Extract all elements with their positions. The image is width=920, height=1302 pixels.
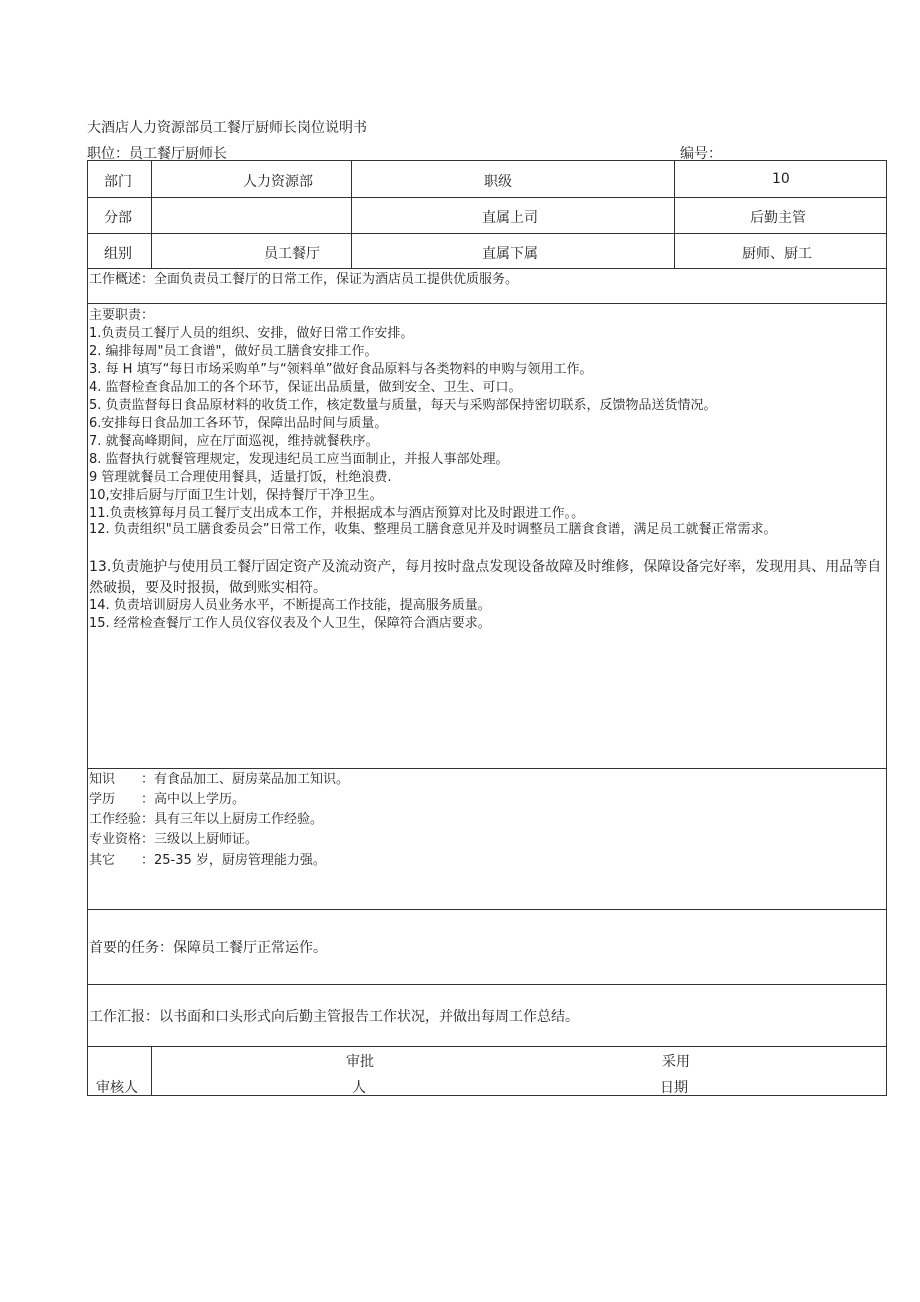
reviewer-label: 审核人 [96,1080,138,1096]
work-overview: 工作概述：全面负责员工餐厅的日常工作，保证为酒店员工提供优质服务。 [89,272,519,287]
duty-item: 10,安排后厨与厅面卫生计划，保持餐厅干净卫生。 [89,488,383,503]
duty-item: 11.负责核算每月员工餐厅支出成本工作，并根据成本与酒店预算对比及时跟进工作。。 [89,506,585,521]
group-value: 员工餐厅 [264,246,320,262]
position-label: 职位：员工餐厅厨师长 [87,146,227,162]
duty-item: 2. 编排每周"员工食谱"，做好员工膳食安排工作。 [89,344,378,359]
column-divider [151,160,152,268]
duty-item: 3. 每 H 填写“每日市场采购单”与“领料单”做好食品原料与各类物料的申购与领用工作。 [89,362,593,377]
dept-value: 人力资源部 [243,174,313,190]
duty-item: 4. 监督检查食品加工的各个环节，保证出品质量，做到安全、卫生、可口。 [89,380,522,395]
knowledge-line: 知识 ：有食品加工、厨房菜品加工知识。 [89,772,350,787]
row-divider [87,268,887,269]
other-line: 其它 ：25-35 岁，厨房管理能力强。 [89,853,326,868]
education-line: 学历 ：高中以上学历。 [89,792,246,807]
row-divider [87,768,887,769]
duty-item: 1.负责员工餐厅人员的组织、安排，做好日常工作安排。 [89,326,414,341]
duty-item: 5. 负责监督每日食品原材料的收货工作，核定数量与质量，每天与采购部保持密切联系，反馈物品送货情况。 [89,398,717,413]
grade-value: 10 [772,171,790,187]
duty-item: 6.安排每日食品加工各环节，保障出品时间与质量。 [89,416,388,431]
grade-label: 职级 [484,174,512,190]
adopt-label-top: 采用 [662,1054,690,1070]
supervisor-label: 直属上司 [482,210,538,226]
approver-label-bottom: 人 [352,1080,366,1096]
division-label: 分部 [104,210,132,226]
row-divider [87,909,887,910]
primary-task: 首要的任务：保障员工餐厅正常运作。 [89,940,327,956]
duty-item: 13.负责施护与使用员工餐厅固定资产及流动资产，每月按时盘点发现设备故障及时维修，保障设备完好率，发现用具、用品等自然破损，要及时报损，做到账实相符。 [89,559,882,596]
row-divider [87,1046,887,1047]
dept-label: 部门 [104,174,132,190]
column-divider [151,1046,152,1096]
duty-item: 14. 负责培训厨房人员业务水平，不断提高工作技能，提高服务质量。 [89,598,491,613]
row-divider [87,303,887,304]
approver-label-top: 审批 [346,1054,374,1070]
duty-item: 12. 负责组织"员工膳食委员会”日常工作，收集、整理员工膳食意见并及时调整员工膳食食谱，满足员工就餐正常需求。 [89,522,777,537]
supervisor-value: 后勤主管 [750,210,806,226]
row-divider [87,197,887,198]
subordinate-value: 厨师、厨工 [742,246,812,262]
certificate-line: 专业资格：三级以上厨师证。 [89,832,259,847]
column-divider [351,160,352,268]
column-divider [674,160,675,268]
duty-item: 15. 经常检查餐厅工作人员仪容仪表及个人卫生，保障符合酒店要求。 [89,616,491,631]
subordinate-label: 直属下属 [482,246,538,262]
duty-item: 8. 监督执行就餐管理规定，发现违纪员工应当面制止，并报人事部处理。 [89,452,509,467]
row-divider [87,984,887,985]
duty-item: 7. 就餐高峰期间，应在厅面巡视，维持就餐秩序。 [89,434,379,449]
duty-item: 9 管理就餐员工合理使用餐具，适量打饭，杜绝浪费. [89,470,392,485]
duties-heading: 主要职责： [89,308,155,323]
adopt-label-bottom: 日期 [660,1080,688,1096]
row-divider [87,233,887,234]
number-label: 编号： [680,146,722,162]
experience-line: 工作经验：具有三年以上厨房工作经验。 [89,812,324,827]
group-label: 组别 [104,246,132,262]
work-report: 工作汇报：以书面和口头形式向后勤主管报告工作状况，并做出每周工作总结。 [89,1009,579,1025]
document-title: 大酒店人力资源部员工餐厅厨师长岗位说明书 [87,120,367,136]
